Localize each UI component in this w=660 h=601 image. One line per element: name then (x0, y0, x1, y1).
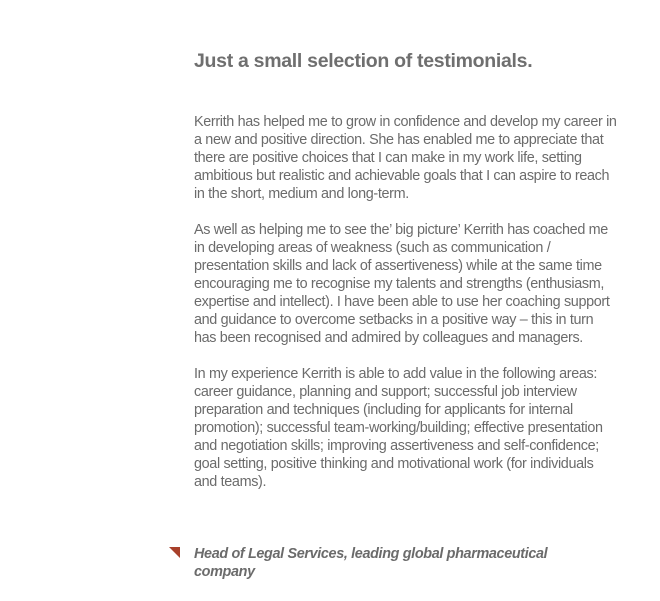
quote-corner-marker-icon (169, 547, 180, 558)
testimonial-attribution: Head of Legal Services, leading global pharmaceutical company (194, 546, 548, 580)
testimonials-section (194, 48, 619, 509)
page-title: Just a small selection of testimonials. (194, 50, 533, 72)
testimonial-paragraph-1: Kerrith has helped me to grow in confidence and develop my career in a new and positive direction. She has enabled me to appreciate that there are positive choices that I can make in my work life, setting ambitious but realistic and achievable goals that I can aspire to reach in the short, medium and long-term. (194, 114, 617, 202)
testimonial-paragraph-3: In my experience Kerrith is able to add value in the following areas: career guidance, planning and support; successful job interview preparation and techniques (including for applicants for internal promotion); successful team-working/building; effective presentation and negotiation skills; improving assertiveness and self-confidence; goal setting, positive thinking and motivational work (for individuals and teams). (194, 366, 603, 490)
testimonial-paragraph-2: As well as helping me to see the’ big picture’ Kerrith has coached me in developing areas of weakness (such as communication / presentation skills and lack of assertiveness) while at the same time encouraging me to recognise my talents and strengths (enthusiasm, expertise and intellect). I have been able to use her coaching support and guidance to overcome setbacks in a positive way – this in turn has been recognised and admired by colleagues and managers. (194, 222, 610, 346)
testimonial-body (194, 113, 619, 491)
